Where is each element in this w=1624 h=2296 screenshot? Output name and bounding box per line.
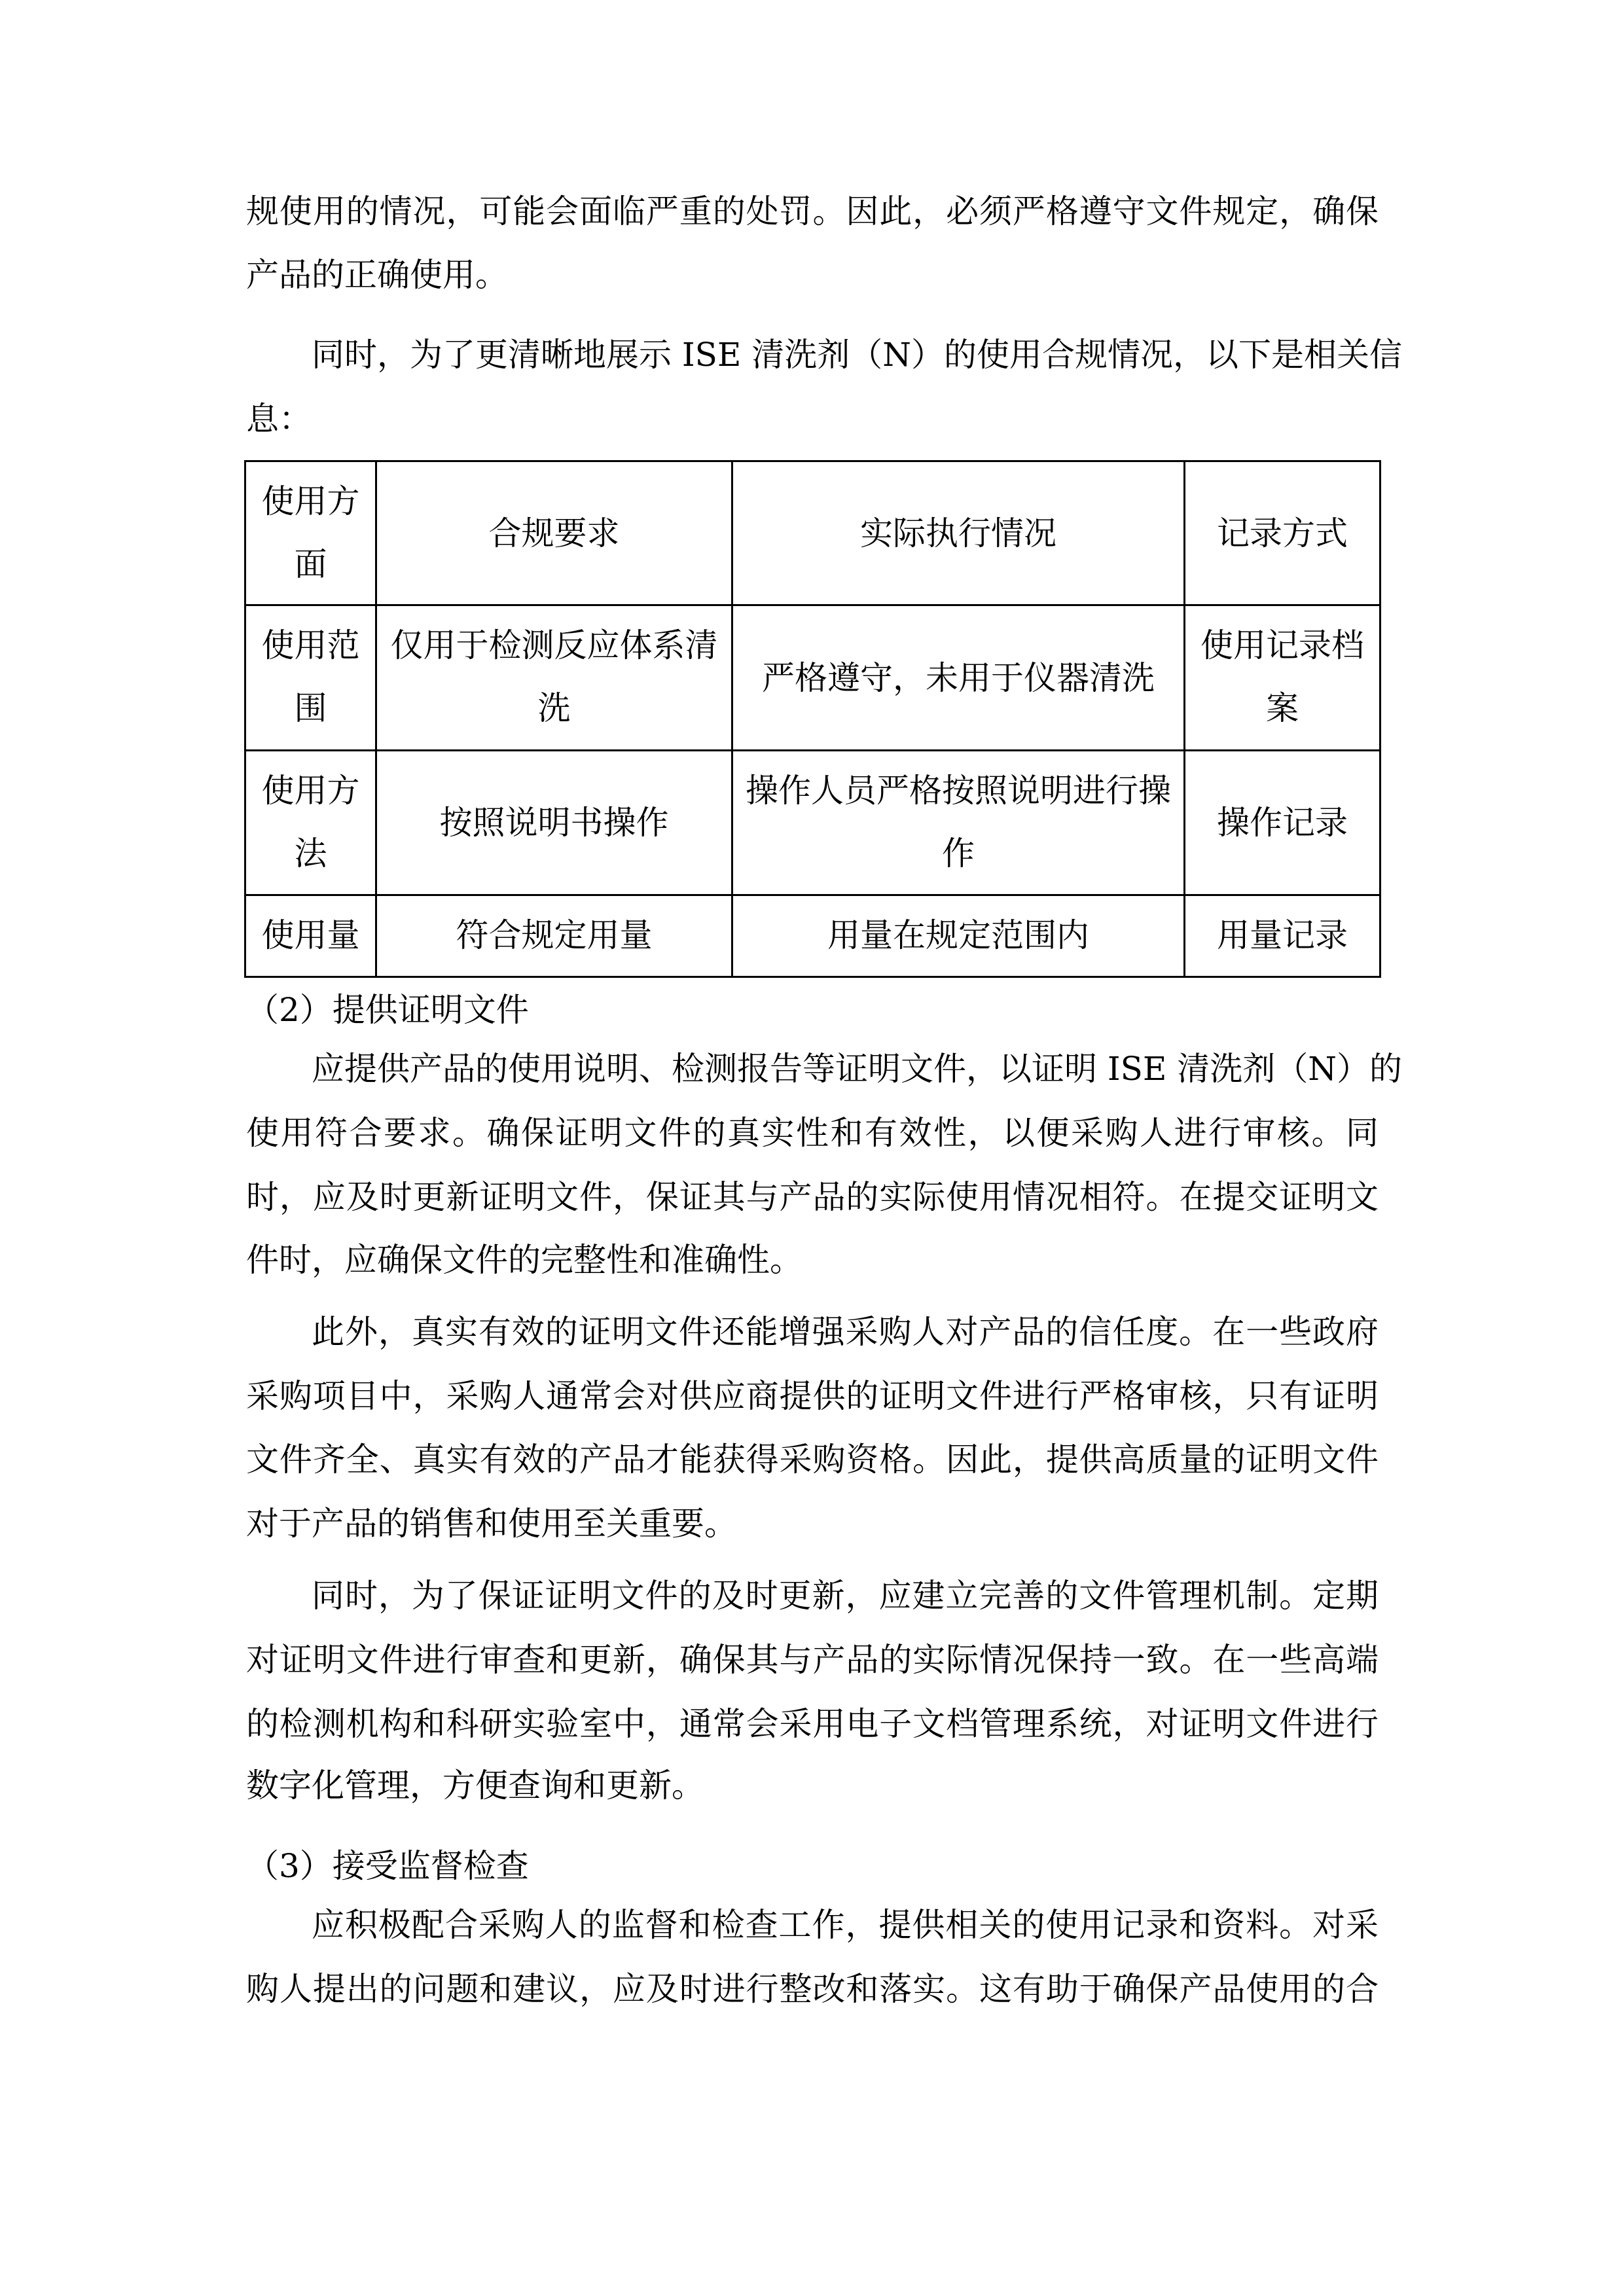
table-cell: 操作人员严格按照说明进行操 作 [732, 751, 1185, 895]
table-cell: 使用方 法 [245, 751, 376, 895]
paragraph-4-line-2: 采购项目中，采购人通常会对供应商提供的证明文件进行严格审核，只有证明 [246, 1377, 1379, 1415]
paragraph-6-line-1: 应积极配合采购人的监督和检查工作，提供相关的使用记录和资料。对采 [312, 1906, 1379, 1944]
paragraph-3-line-1: 应提供产品的使用说明、检测报告等证明文件，以证明 ISE 清洗剂（N）的 [312, 1050, 1403, 1088]
table-cell: 操作记录 [1185, 751, 1380, 895]
header-cell-record: 记录方式 [1185, 461, 1380, 605]
paragraph-4-line-4: 对于产品的销售和使用至关重要。 [246, 1505, 737, 1543]
table-cell: 严格遵守，未用于仪器清洗 [732, 605, 1185, 751]
paragraph-1-line-2: 产品的正确使用。 [246, 256, 508, 294]
table-cell: 仅用于检测反应体系清 洗 [376, 605, 732, 751]
header-cell-requirement: 合规要求 [376, 461, 732, 605]
table-row [245, 605, 1380, 751]
paragraph-4-line-1: 此外，真实有效的证明文件还能增强采购人对产品的信任度。在一些政府 [312, 1313, 1379, 1351]
paragraph-5-line-4: 数字化管理，方便查询和更新。 [246, 1767, 704, 1804]
table-row [245, 895, 1380, 977]
paragraph-2-line-2: 息： [246, 400, 312, 438]
paragraph-5-line-1: 同时，为了保证证明文件的及时更新，应建立完善的文件管理机制。定期 [312, 1577, 1379, 1615]
table-cell: 使用记录档 案 [1185, 605, 1380, 751]
paragraph-4-line-3: 文件齐全、真实有效的产品才能获得采购资格。因此，提供高质量的证明文件 [246, 1441, 1379, 1479]
paragraph-1-line-1: 规使用的情况，可能会面临严重的处罚。因此，必须严格遵守文件规定，确保 [246, 192, 1379, 230]
table-cell: 用量在规定范围内 [732, 895, 1185, 977]
table-row [245, 751, 1380, 895]
table-cell: 符合规定用量 [376, 895, 732, 977]
section-heading-2: （2）提供证明文件 [246, 991, 529, 1029]
header-cell-execution: 实际执行情况 [732, 461, 1185, 605]
table-cell: 使用范 围 [245, 605, 376, 751]
table-cell: 按照说明书操作 [376, 751, 732, 895]
paragraph-3-line-2: 使用符合要求。确保证明文件的真实性和有效性，以便采购人进行审核。同 [246, 1114, 1379, 1152]
paragraph-3-line-4: 件时，应确保文件的完整性和准确性。 [246, 1241, 803, 1279]
table-cell: 用量记录 [1185, 895, 1380, 977]
section-heading-3: （3）接受监督检查 [246, 1847, 529, 1885]
compliance-table [244, 460, 1381, 978]
header-cell-aspect: 使用方 面 [245, 461, 376, 605]
table-header-row [245, 461, 1380, 605]
paragraph-6-line-2: 购人提出的问题和建议，应及时进行整改和落实。这有助于确保产品使用的合 [246, 1970, 1379, 2008]
table-cell: 使用量 [245, 895, 376, 977]
paragraph-5-line-2: 对证明文件进行审查和更新，确保其与产品的实际情况保持一致。在一些高端 [246, 1641, 1379, 1679]
paragraph-2-line-1: 同时，为了更清晰地展示 ISE 清洗剂（N）的使用合规情况，以下是相关信 [312, 336, 1403, 374]
paragraph-5-line-3: 的检测机构和科研实验室中，通常会采用电子文档管理系统，对证明文件进行 [246, 1705, 1379, 1743]
paragraph-3-line-3: 时，应及时更新证明文件，保证其与产品的实际使用情况相符。在提交证明文 [246, 1178, 1379, 1216]
